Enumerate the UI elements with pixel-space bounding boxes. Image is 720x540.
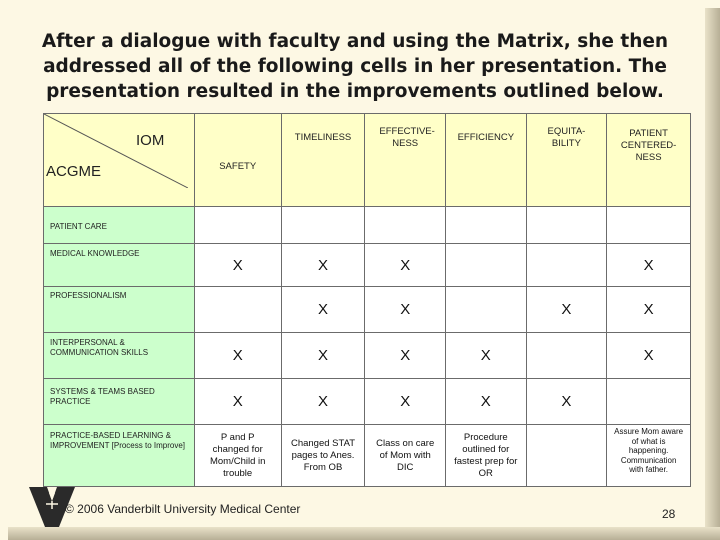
matrix-cell bbox=[281, 207, 365, 244]
row-label-patient-care: PATIENT CARE bbox=[44, 207, 195, 244]
slide-shadow-bottom bbox=[8, 527, 720, 540]
row-label-interpersonal-communication: INTERPERSONAL & COMMUNICATION SKILLS bbox=[44, 333, 195, 379]
col-header-efficiency: EFFICIENCY bbox=[446, 114, 527, 207]
matrix-cell: X bbox=[446, 379, 527, 425]
row-label-professionalism: PROFESSIONALISM bbox=[44, 287, 195, 333]
matrix-cell: X bbox=[526, 287, 607, 333]
matrix-cell: P and P changed for Mom/Child in trouble bbox=[194, 425, 281, 487]
copyright-text: © 2006 Vanderbilt University Medical Center bbox=[65, 502, 301, 516]
matrix-cell bbox=[446, 207, 527, 244]
matrix-cell: X bbox=[365, 333, 446, 379]
matrix-cell: X bbox=[365, 287, 446, 333]
matrix-cell: X bbox=[194, 244, 281, 287]
col-header-patient-centeredness: PATIENT CENTERED-NESS bbox=[607, 114, 691, 207]
matrix-cell: X bbox=[281, 244, 365, 287]
matrix-cell bbox=[526, 425, 607, 487]
matrix-cell bbox=[365, 207, 446, 244]
row-label-practice-based-learning: PRACTICE-BASED LEARNING & IMPROVEMENT [Process to Improve] bbox=[44, 425, 195, 487]
matrix-cell: X bbox=[281, 333, 365, 379]
table-row bbox=[44, 425, 691, 487]
matrix-cell: X bbox=[446, 333, 527, 379]
matrix-cell: Procedure outlined for fastest prep for OR bbox=[446, 425, 527, 487]
matrix-cell bbox=[194, 207, 281, 244]
table-row bbox=[44, 244, 691, 287]
matrix-cell: X bbox=[607, 333, 691, 379]
matrix-cell bbox=[526, 333, 607, 379]
slide-title: After a dialogue with faculty and using the Matrix, she then addressed all of the following cells in her presentation. The presentation resulted in the improvements outlined below. bbox=[41, 31, 669, 102]
matrix-cell: Changed STAT pages to Anes. From OB bbox=[281, 425, 365, 487]
corner-cell bbox=[44, 114, 195, 207]
slide-shadow-right bbox=[705, 8, 720, 540]
matrix-cell bbox=[607, 207, 691, 244]
page-number: 28 bbox=[662, 507, 676, 521]
matrix-cell: X bbox=[365, 244, 446, 287]
acgme-label: ACGME bbox=[46, 163, 102, 180]
matrix-cell bbox=[446, 287, 527, 333]
matrix-cell: X bbox=[607, 244, 691, 287]
iom-acgme-matrix bbox=[43, 113, 691, 487]
table-row bbox=[44, 287, 691, 333]
matrix-cell: Assure Mom aware of what is happening. Communication with father. bbox=[607, 425, 691, 487]
matrix-cell bbox=[607, 379, 691, 425]
col-header-equitability: EQUITA-BILITY bbox=[526, 114, 607, 207]
matrix-cell: X bbox=[281, 379, 365, 425]
table-row bbox=[44, 379, 691, 425]
matrix-cell: X bbox=[281, 287, 365, 333]
matrix-cell bbox=[526, 207, 607, 244]
col-header-safety: SAFETY bbox=[194, 114, 281, 207]
table-row bbox=[44, 333, 691, 379]
row-label-medical-knowledge: MEDICAL KNOWLEDGE bbox=[44, 244, 195, 287]
col-header-effectiveness: EFFECTIVE-NESS bbox=[365, 114, 446, 207]
matrix-cell: X bbox=[194, 333, 281, 379]
col-header-timeliness: TIMELINESS bbox=[281, 114, 365, 207]
table-row bbox=[44, 207, 691, 244]
matrix-cell: X bbox=[526, 379, 607, 425]
matrix-cell: X bbox=[365, 379, 446, 425]
matrix-cell: X bbox=[607, 287, 691, 333]
row-label-systems-teams: SYSTEMS & TEAMS BASED PRACTICE bbox=[44, 379, 195, 425]
header-row bbox=[44, 114, 691, 207]
matrix-cell: X bbox=[194, 379, 281, 425]
matrix-cell bbox=[194, 287, 281, 333]
matrix-cell: Class on care of Mom with DIC bbox=[365, 425, 446, 487]
matrix-cell bbox=[446, 244, 527, 287]
iom-label: IOM bbox=[136, 132, 165, 149]
matrix-cell bbox=[526, 244, 607, 287]
